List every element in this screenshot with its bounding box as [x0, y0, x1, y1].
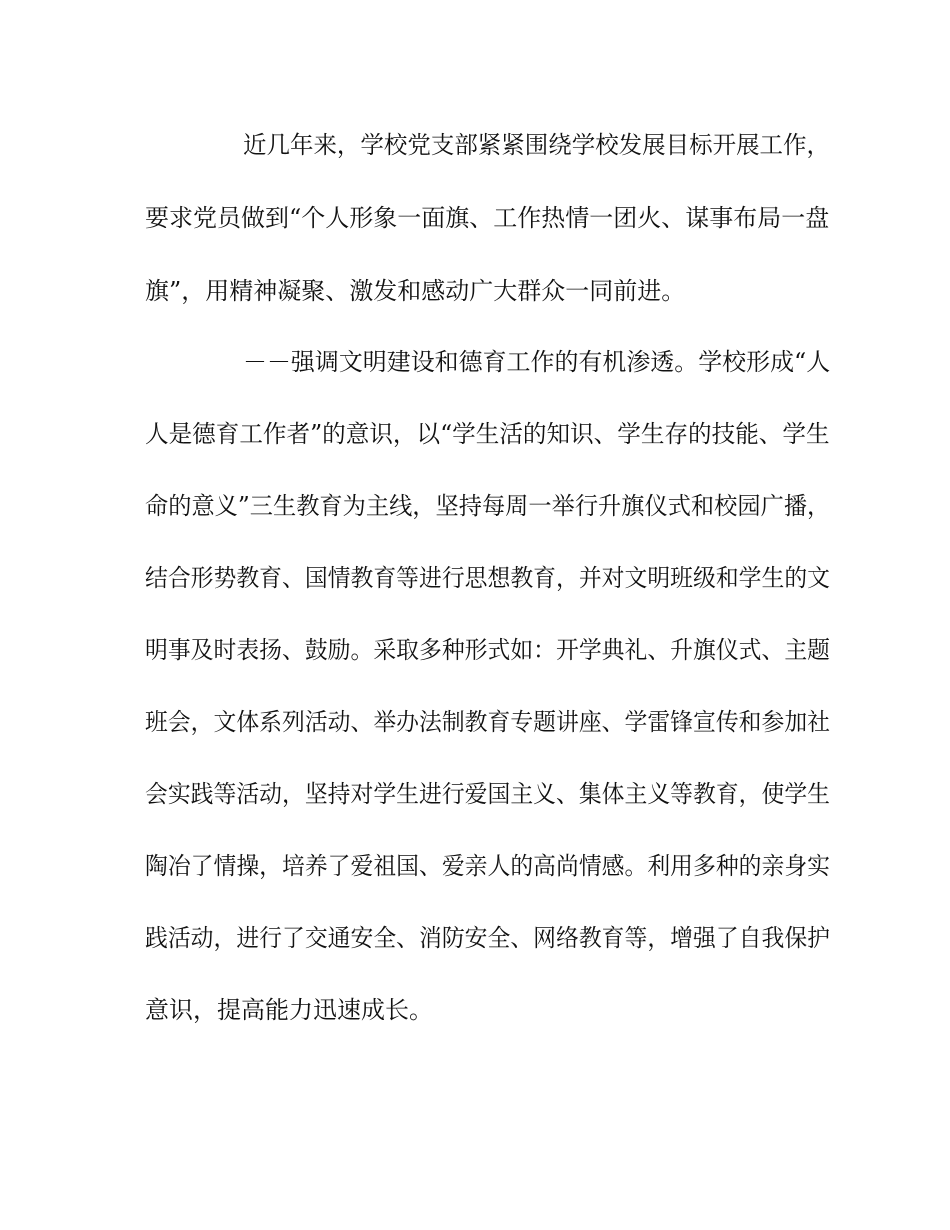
paragraph-2-line-6: 班会，文体系列活动、举办法制教育专题讲座、学雷锋宣传和参加社 — [145, 708, 830, 736]
paragraph-1-line-3: 旗”，用精神凝聚、激发和感动广大群众一同前进。 — [145, 277, 686, 305]
paragraph-2-line-4: 结合形势教育、国情教育等进行思想教育，并对文明班级和学生的文 — [145, 564, 830, 592]
paragraph-1-line-1: 近几年来，学校党支部紧紧围绕学校发展目标开展工作， — [243, 131, 830, 159]
paragraph-2-line-10: 意识，提高能力迅速成长。 — [145, 996, 433, 1024]
paragraph-2-line-5: 明事及时表扬、鼓励。采取多种形式如：开学典礼、升旗仪式、主题 — [145, 636, 830, 664]
paragraph-1-line-2: 要求党员做到“个人形象一面旗、工作热情一团火、谋事布局一盘 — [145, 204, 830, 232]
paragraph-2-line-9: 践活动，进行了交通安全、消防安全、网络教育等，增强了自我保护 — [145, 924, 830, 952]
paragraph-2-line-8: 陶冶了情操，培养了爱祖国、爱亲人的高尚情感。利用多种的亲身实 — [145, 852, 830, 880]
paragraph-2-line-1: －－强调文明建设和德育工作的有机渗透。学校形成“人 — [243, 348, 831, 376]
paragraph-2-line-7: 会实践等活动，坚持对学生进行爱国主义、集体主义等教育，使学生 — [145, 780, 830, 808]
paragraph-2-line-2: 人是德育工作者”的意识，以“学生活的知识、学生存的技能、学生 — [145, 420, 830, 448]
paragraph-2-line-3: 命的意义”三生教育为主线，坚持每周一举行升旗仪式和校园广播， — [145, 492, 831, 520]
